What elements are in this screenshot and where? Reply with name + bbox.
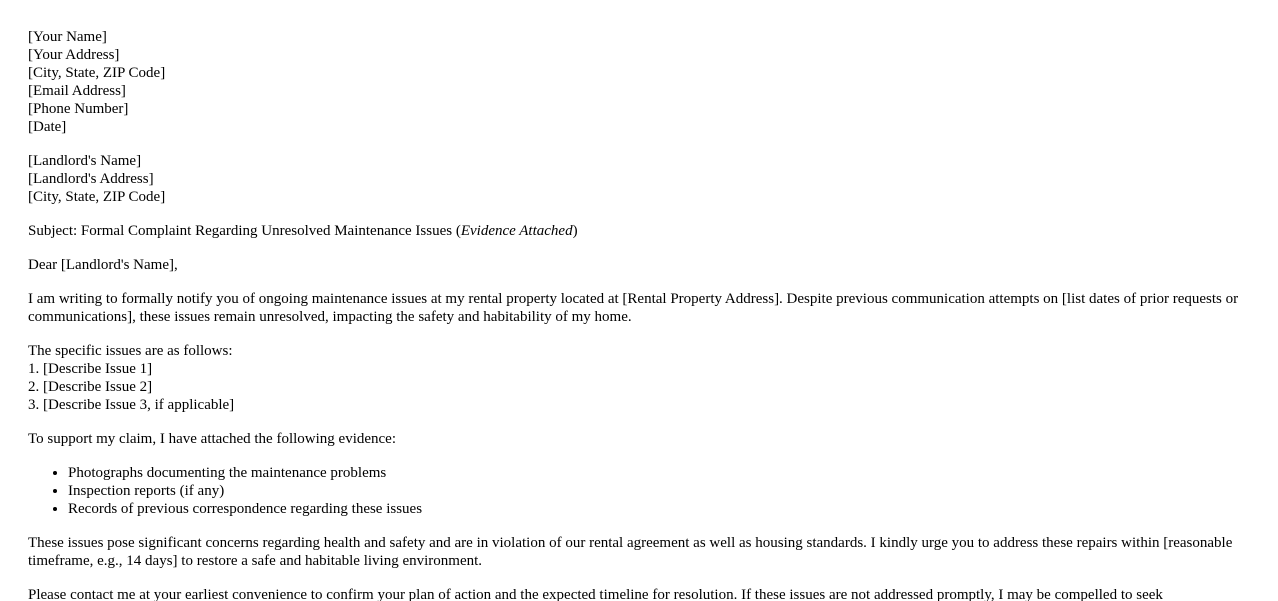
subject-line [28, 222, 1253, 240]
subject-emphasis: Evidence Attached [460, 223, 573, 239]
sender-block [28, 28, 1253, 136]
sender-email: [Email Address] [28, 83, 126, 99]
sender-city-state-zip: [City, State, ZIP Code] [28, 65, 166, 81]
sender-name: [Your Name] [28, 29, 107, 45]
concerns-paragraph: These issues pose significant concerns regarding health and safety and are in violation of our rental agreement as well as housing standards. I kindly urge you to address these repairs within [reasonable timeframe, e.g., 14 days] to restore a safe and habitable living environment. [28, 535, 1233, 569]
issue-item: 3. [Describe Issue 3, if applicable] [28, 397, 235, 413]
evidence-item: • Inspection reports (if any) [68, 482, 1253, 500]
evidence-item: • Photographs documenting the maintenance problems [68, 464, 1253, 482]
letter-date: [Date] [28, 119, 67, 135]
issue-item: 2. [Describe Issue 2] [28, 379, 153, 395]
recipient-address: [Landlord's Address] [28, 171, 154, 187]
sender-phone: [Phone Number] [28, 101, 129, 117]
issue-item: 1. [Describe Issue 1] [28, 361, 153, 377]
subject-suffix: ) [572, 223, 578, 239]
sender-address: [Your Address] [28, 47, 120, 63]
issues-heading: The specific issues are as follows: [28, 343, 233, 359]
recipient-name: [Landlord's Name] [28, 153, 142, 169]
issues-block [28, 342, 1253, 414]
evidence-list [28, 464, 1253, 518]
closing-paragraph: Please contact me at your earliest convenience to confirm your plan of action and the expected timeline for resolution. If these issues are not addressed promptly, I may be compelled to seek [28, 587, 1163, 601]
evidence-item: • Records of previous correspondence regarding these issues [68, 500, 1253, 518]
evidence-heading: To support my claim, I have attached the following evidence: [28, 431, 396, 447]
recipient-city-state-zip: [City, State, ZIP Code] [28, 189, 166, 205]
complaint-letter [28, 28, 1253, 601]
subject-prefix: Subject: Formal Complaint Regarding Unresolved Maintenance Issues ( [28, 223, 461, 239]
intro-paragraph: I am writing to formally notify you of ongoing maintenance issues at my rental property located at [Rental Property Address]. Despite previous communication attempts on [list dates of prior requests or communications], these issues remain unresolved, impacting the safety and habitability of my home. [28, 291, 1239, 325]
recipient-block [28, 152, 1253, 206]
salutation: Dear [Landlord's Name], [28, 257, 178, 273]
